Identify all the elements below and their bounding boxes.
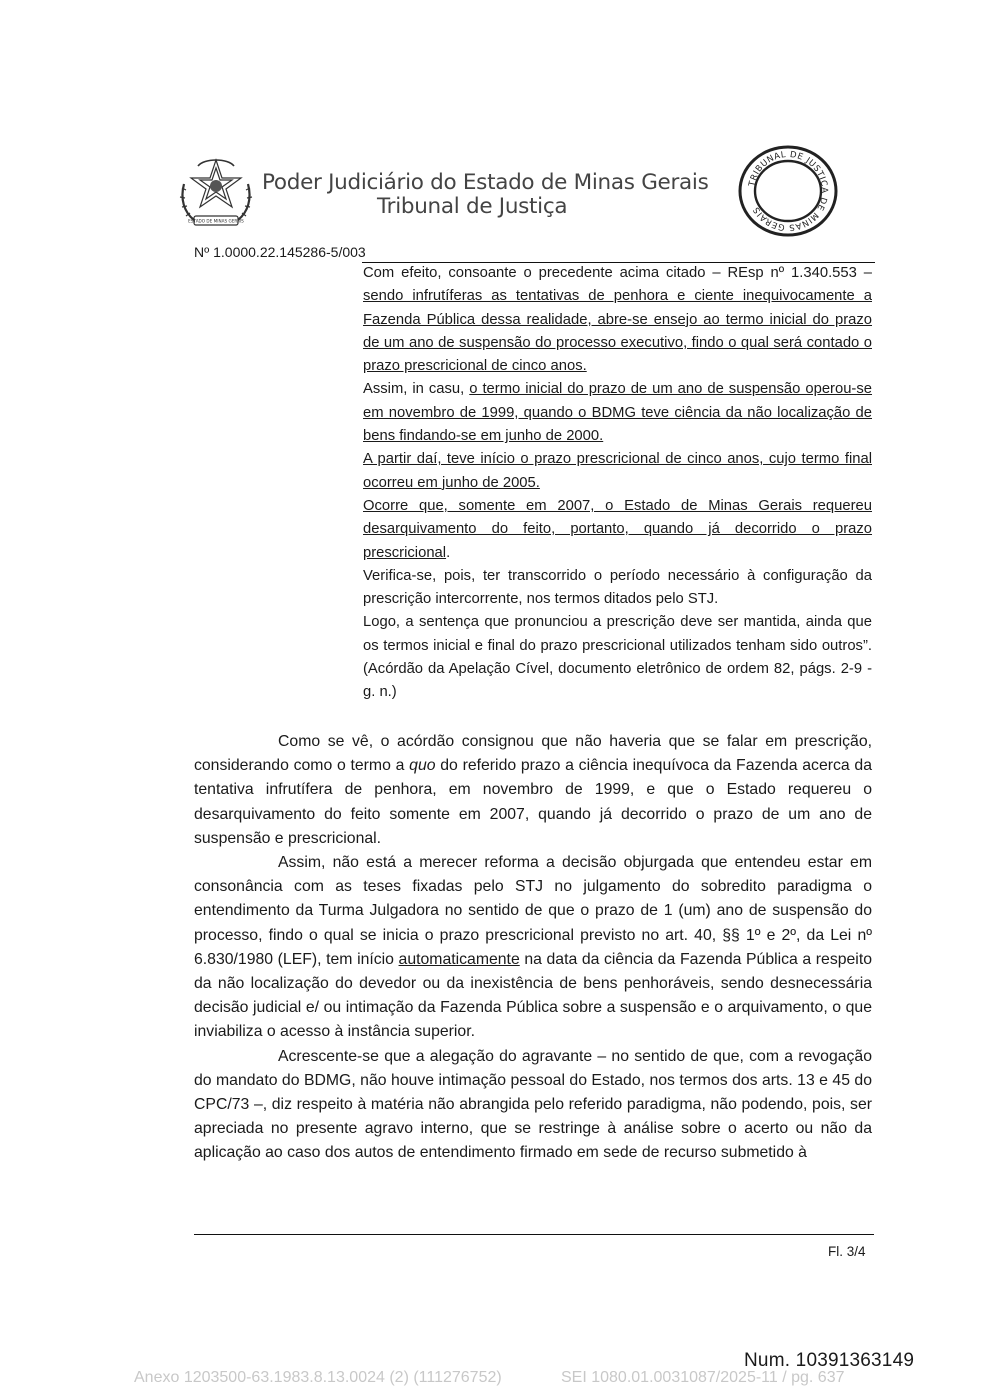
svg-text:TRIBUNAL DE JUSTIÇA DE MINAS G: TRIBUNAL DE JUSTIÇA DE MINAS GERAIS [747,149,830,233]
quoted-excerpt [363,262,872,705]
quote-paragraph: Com efeito, consoante o precedente acima citado – REsp nº 1.340.553 – sendo infrutíferas as tentativas de penhora e ciente inequivocamente a Fazenda Pública dessa realidade, abre-se ensejo ao termo inicial do prazo de um ano de suspensão do processo executivo, findo o qual será contado o prazo prescricional de cinco anos. [363,265,872,375]
body-paragraph: Assim, não está a merecer reforma a decisão objurgada que entendeu estar em consonância com as teses fixadas pelo STJ no julgamento do sobredito paradigma o entendimento da Turma Julgadora no sentido de que o prazo de 1 (um) ano de suspensão do processo, findo o qual se inicia o prazo prescricional previsto no art. 40, §§ 1º e 2º, da Lei nº 6.830/1980 (LEF), tem início automaticamente na data da ciência da Fazenda Pública a respeito da não localização do devedor ou da inexistência de bens penhoráveis, sendo desnecessária decisão judicial e/ ou intimação da Fazenda Pública sobre a suspensão e o arquivamento, o que inviabiliza o acesso à instância superior. [194,854,872,1041]
court-name: Poder Judiciário do Estado de Minas Gerais [262,170,709,195]
coat-of-arms-icon [176,154,256,236]
body-text [194,730,872,1166]
court-seal-icon [737,144,839,238]
document-number: Num. 10391363149 [744,1350,915,1371]
svg-text:ESTADO DE MINAS GERAIS: ESTADO DE MINAS GERAIS [188,218,244,224]
body-paragraph: Acrescente-se que a alegação do agravante – no sentido de que, com a revogação do mandato do BDMG, não houve intimação pessoal do Estado, nos termos dos arts. 13 e 45 do CPC/73 –, diz respeito à matéria não abrangida pelo referido paradigma, não podendo, pois, ser apreciada no presente agravo interno, que se restringe à análise sobre o acerto ou não da aplicação ao caso dos autos de entendimento firmado em sede de recurso submetido à [194,1047,872,1162]
quote-paragraph: Logo, a sentença que pronunciou a prescrição deve ser mantida, ainda que os termos inicial e final do prazo prescricional utilizados tenham sido outros”. (Acórdão da Apelação Cível, documento eletrônico de ordem 82, págs. 2-9 - g. n.) [363,614,872,701]
quote-paragraph: Verifica-se, pois, ter transcorrido o período necessário à configuração da prescrição intercorrente, nos termos ditados pelo STJ. [363,567,872,608]
sei-reference: SEI 1080.01.0031087/2025-11 / pg. 637 [561,1369,845,1386]
footer-rule [194,1234,874,1235]
page-folio: Fl. 3/4 [828,1244,866,1259]
body-paragraph: Como se vê, o acórdão consignou que não haveria que se falar em prescrição, considerando como o termo a quo do referido prazo a ciência inequívoca da Fazenda acerca da tentativa infrutífera de penhora, em novembro de 1999, e que o Estado requereu o desarquivamento do feito somente em 2007, quando já decorrido o prazo de um ano de suspensão e prescricional. [194,733,873,847]
quote-paragraph: Assim, in casu, o termo inicial do prazo de um ano de suspensão operou-se em novembro de 1999, quando o BDMG teve ciência da não localização de bens findando-se em junho de 2000. [363,381,872,445]
process-number: Nº 1.0000.22.145286-5/003 [194,244,366,260]
tribunal-name: Tribunal de Justiça [377,194,568,219]
annex-reference: Anexo 1203500-63.1983.8.13.0024 (2) (111276752) [134,1369,502,1386]
quote-paragraph: Ocorre que, somente em 2007, o Estado de Minas Gerais requereu desarquivamento do feito, portanto, quando já decorrido o prazo prescricional. [363,497,872,561]
quote-paragraph: A partir daí, teve início o prazo prescricional de cinco anos, cujo termo final ocorreu em junho de 2005. [363,451,872,491]
